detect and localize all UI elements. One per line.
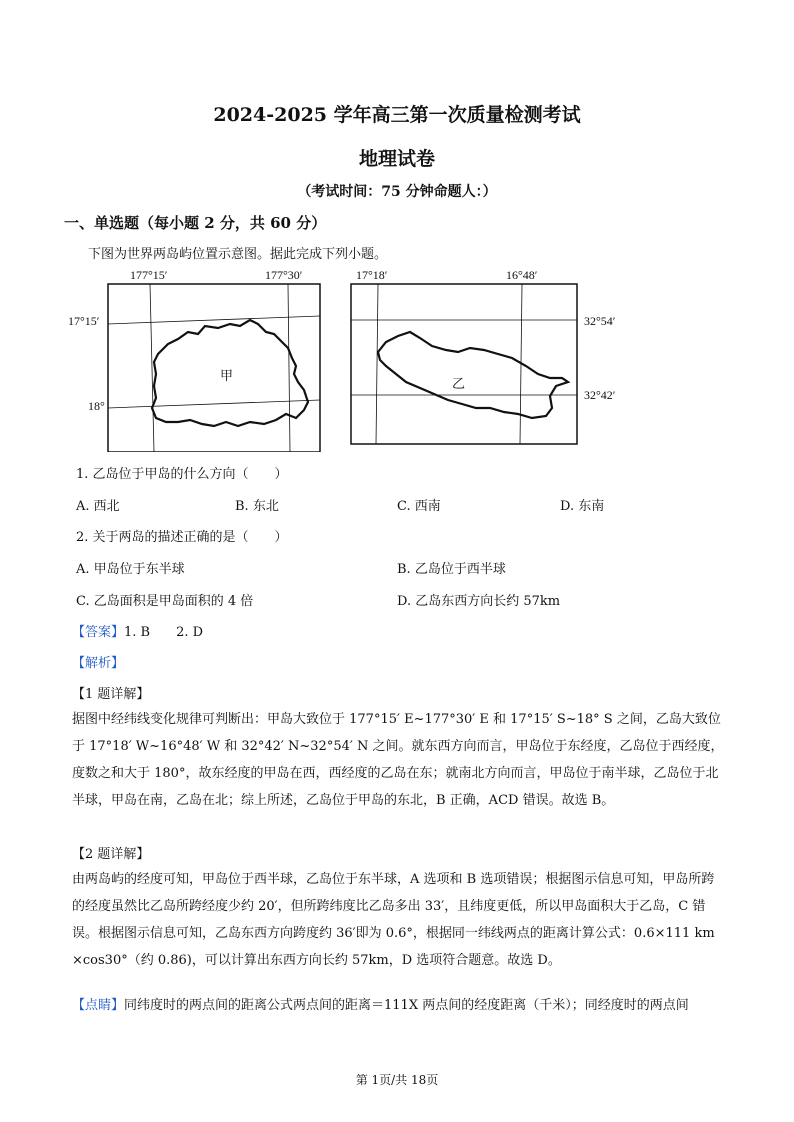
question-intro: 下图为世界两岛屿位置示意图。据此完成下列小题。 xyxy=(88,247,388,262)
question-1-stem: 1. 乙岛位于甲岛的什么方向（ ） xyxy=(76,467,288,482)
left-lon-label-1: 177°15′ xyxy=(130,268,168,282)
answer-line xyxy=(72,621,203,640)
q1-option-c: C. 西南 xyxy=(397,499,441,514)
q1-option-b: B. 东北 xyxy=(235,499,279,514)
left-map xyxy=(68,268,320,452)
q2-option-d: D. 乙岛东西方向长约 57km xyxy=(397,594,561,609)
q2-option-a: A. 甲岛位于东半球 xyxy=(76,562,185,577)
right-meridian-1 xyxy=(376,284,378,444)
left-lat-label-1: 17°15′ xyxy=(68,314,100,328)
section-title: 一、单选题（每小题 2 分，共 60 分） xyxy=(64,214,327,232)
island-yi-label: 乙 xyxy=(452,376,466,391)
q2-option-b: B. 乙岛位于西半球 xyxy=(397,562,506,577)
question-2-stem: 2. 关于两岛的描述正确的是（ ） xyxy=(76,530,288,545)
right-lat-label-2: 32°42′ xyxy=(584,388,616,402)
right-lon-label-1: 17°18′ xyxy=(356,268,388,282)
left-lat-label-2: 18° xyxy=(88,399,105,413)
left-meridian-1 xyxy=(150,284,154,452)
right-map xyxy=(351,268,616,444)
island-location-figure xyxy=(60,262,700,452)
detail-2-heading: 【2 题详解】 xyxy=(72,847,150,862)
answer-tag: 【答案】 xyxy=(72,625,125,640)
tip-text: 同纬度时的两点间的距离公式两点间的距离＝111X 两点间的经度距离（千米）；同经度时的两点间 xyxy=(124,998,689,1013)
page-footer: 第 1页/共 18页 xyxy=(355,1073,439,1087)
right-lat-label-1: 32°54′ xyxy=(584,314,616,328)
detail-2-text: 由两岛屿的经度可知，甲岛位于西半球，乙岛位于东半球，A 选项和 B 选项错误；根据图示信息可知，甲岛所跨的经度虽然比乙岛所跨经度少约 20′，但所跨纬度比乙岛多出 33′，且纬度更低，所以甲岛面积大于乙岛，C 错误。根据图示信息可知，乙岛东西方向跨度约 36′即为 0.6°，根据同一纬线两点的距离计算公式：0.6×111 km×cos30°（约 0.86)，可以计算出东西方向长约 57km，D 选项符合题意。故选 D。 xyxy=(72,872,715,968)
exam-title: 2024-2025 学年高三第一次质量检测考试 xyxy=(213,104,581,126)
left-meridian-2 xyxy=(288,284,290,452)
left-lon-label-2: 177°30′ xyxy=(265,268,303,282)
left-parallel-2 xyxy=(108,400,320,408)
island-jia-label: 甲 xyxy=(220,368,234,383)
island-yi-outline xyxy=(378,332,568,418)
answer-text: 1. B 2. D xyxy=(124,625,204,640)
subject-title: 地理试卷 xyxy=(358,148,435,170)
exam-info: （考试时间：75 分钟命题人：） xyxy=(297,184,497,200)
tip-tag: 【点睛】 xyxy=(72,998,125,1013)
right-lon-label-2: 16°48′ xyxy=(506,268,538,282)
q1-option-d: D. 东南 xyxy=(560,499,605,514)
q1-option-a: A. 西北 xyxy=(76,499,120,514)
detail-1-text: 据图中经纬线变化规律可判断出：甲岛大致位于 177°15′ E~177°30′ E 和 17°15′ S~18° S 之间，乙岛大致位于 17°18′ W~16°48′ W 和 32°42′ N~32°54′ N 之间。就东西方向而言，甲岛位于东经度，乙岛位于西经度，度数之和大于 180°，故东经度的甲岛在西，西经度的乙岛在东；就南北方向而言，甲岛位于南半球，乙岛位于北半球，甲岛在南，乙岛在北；综上所述，乙岛位于甲岛的东北，B 正确，ACD 错误。故选 B。 xyxy=(72,712,724,808)
tip-line xyxy=(72,994,724,1013)
q2-option-c: C. 乙岛面积是甲岛面积的 4 倍 xyxy=(76,594,254,609)
detail-1-heading: 【1 题详解】 xyxy=(72,687,150,702)
analysis-tag: 【解析】 xyxy=(72,656,125,671)
